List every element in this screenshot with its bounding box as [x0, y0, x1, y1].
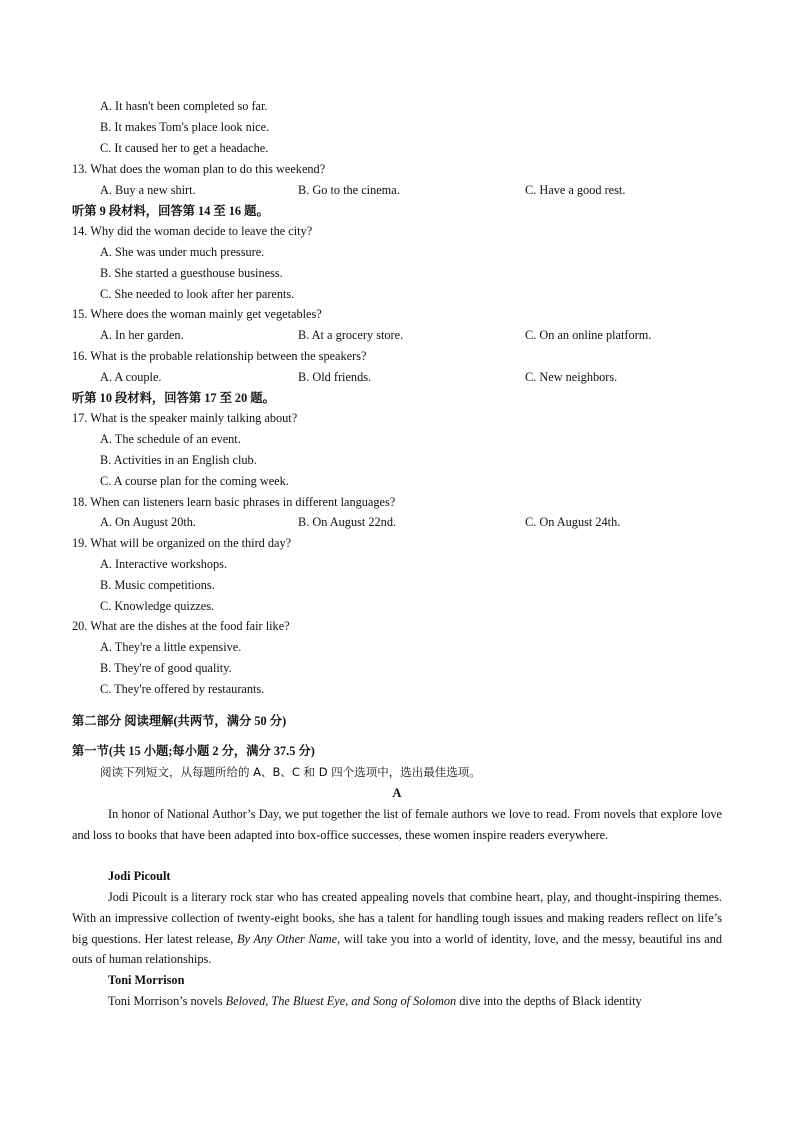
- q17-option-b: B. Activities in an English club.: [100, 453, 257, 467]
- q16-option-b: B. Old friends.: [298, 370, 372, 384]
- q19-option-c: C. Knowledge quizzes.: [100, 599, 215, 613]
- q16-question: 16. What is the probable relationship between the speakers?: [72, 349, 367, 363]
- q17-option-c: C. A course plan for the coming week.: [100, 474, 289, 488]
- q18-option-b: B. On August 22nd.: [298, 515, 397, 529]
- passage-toni-morrison: Toni Morrison’s novels Beloved, The Bluest Eye, and Song of Solomon dive into the depths of Black identity: [108, 994, 642, 1008]
- q18-question: 18. When can listeners learn basic phrases in different languages?: [72, 495, 396, 509]
- q14-question: 14. Why did the woman decide to leave the city?: [72, 224, 313, 238]
- q14-option-b: B. She started a guesthouse business.: [100, 266, 283, 280]
- q16-option-c: C. New neighbors.: [525, 370, 618, 384]
- book-title-by-any-other-name: By Any Other Name: [237, 931, 338, 946]
- q15-question: 15. Where does the woman mainly get vegetables?: [72, 307, 322, 321]
- q13-option-b: B. Go to the cinema.: [298, 183, 400, 197]
- q18-option-c: C. On August 24th.: [525, 515, 621, 529]
- q15-option-c: C. On an online platform.: [525, 328, 652, 342]
- section-10-heading: 听第 10 段材料，回答第 17 至 20 题。: [72, 391, 275, 405]
- q12-option-c: C. It caused her to get a headache.: [100, 141, 269, 155]
- q20-option-b: B. They're of good quality.: [100, 661, 232, 675]
- reading-instruction: 阅读下列短文，从每题所给的 A、B、C 和 D 四个选项中，选出最佳选项。: [100, 765, 481, 779]
- q19-option-a: A. Interactive workshops.: [100, 557, 228, 571]
- q18-option-a: A. On August 20th.: [100, 515, 196, 529]
- q20-option-c: C. They're offered by restaurants.: [100, 682, 265, 696]
- section1-title: 第一节(共 15 小题;每小题 2 分，满分 37.5 分): [72, 744, 315, 758]
- q13-question: 13. What does the woman plan to do this weekend?: [72, 162, 326, 176]
- book-titles-morrison: Beloved, The Bluest Eye, and Song of Solomon: [225, 994, 457, 1008]
- q20-question: 20. What are the dishes at the food fair like?: [72, 619, 290, 633]
- q14-option-a: A. She was under much pressure.: [100, 245, 265, 259]
- q13-option-c: C. Have a good rest.: [525, 183, 626, 197]
- q12-option-b: B. It makes Tom's place look nice.: [100, 120, 270, 134]
- passage-intro: In honor of National Author’s Day, we put together the list of female authors we love to read. From novels that explore love and loss to books that have been adapted into box-office successes, these women inspire readers everywhere.: [72, 807, 722, 842]
- passage-letter: A: [392, 786, 402, 800]
- q19-option-b: B. Music competitions.: [100, 578, 215, 592]
- author-heading-jodi-picoult: Jodi Picoult: [108, 869, 171, 883]
- q15-option-b: B. At a grocery store.: [298, 328, 404, 342]
- q15-option-a: A. In her garden.: [100, 328, 184, 342]
- q17-question: 17. What is the speaker mainly talking about?: [72, 411, 298, 425]
- q20-option-a: A. They're a little expensive.: [100, 640, 242, 654]
- passage-jodi-picoult: Jodi Picoult is a literary rock star who has created appealing novels that combine heart, play, and thought-inspiring themes. With an impressive collection of twenty-eight books, she has a talent for handling tough issues and making readers reflect on life’s big questions. Her latest release, By Any Other Name, will take you into a world of identity, love, and the messy, beautiful ins and outs of human relationships.: [72, 890, 723, 967]
- section-9-heading: 听第 9 段材料，回答第 14 至 16 题。: [72, 204, 269, 218]
- q19-question: 19. What will be organized on the third day?: [72, 536, 292, 550]
- part2-title: 第二部分 阅读理解(共两节，满分 50 分): [72, 714, 287, 728]
- author-heading-toni-morrison: Toni Morrison: [108, 973, 185, 987]
- q12-option-a: A. It hasn't been completed so far.: [100, 99, 268, 113]
- q16-option-a: A. A couple.: [100, 370, 162, 384]
- q14-option-c: C. She needed to look after her parents.: [100, 287, 295, 301]
- q17-option-a: A. The schedule of an event.: [100, 432, 241, 446]
- q13-option-a: A. Buy a new shirt.: [100, 183, 196, 197]
